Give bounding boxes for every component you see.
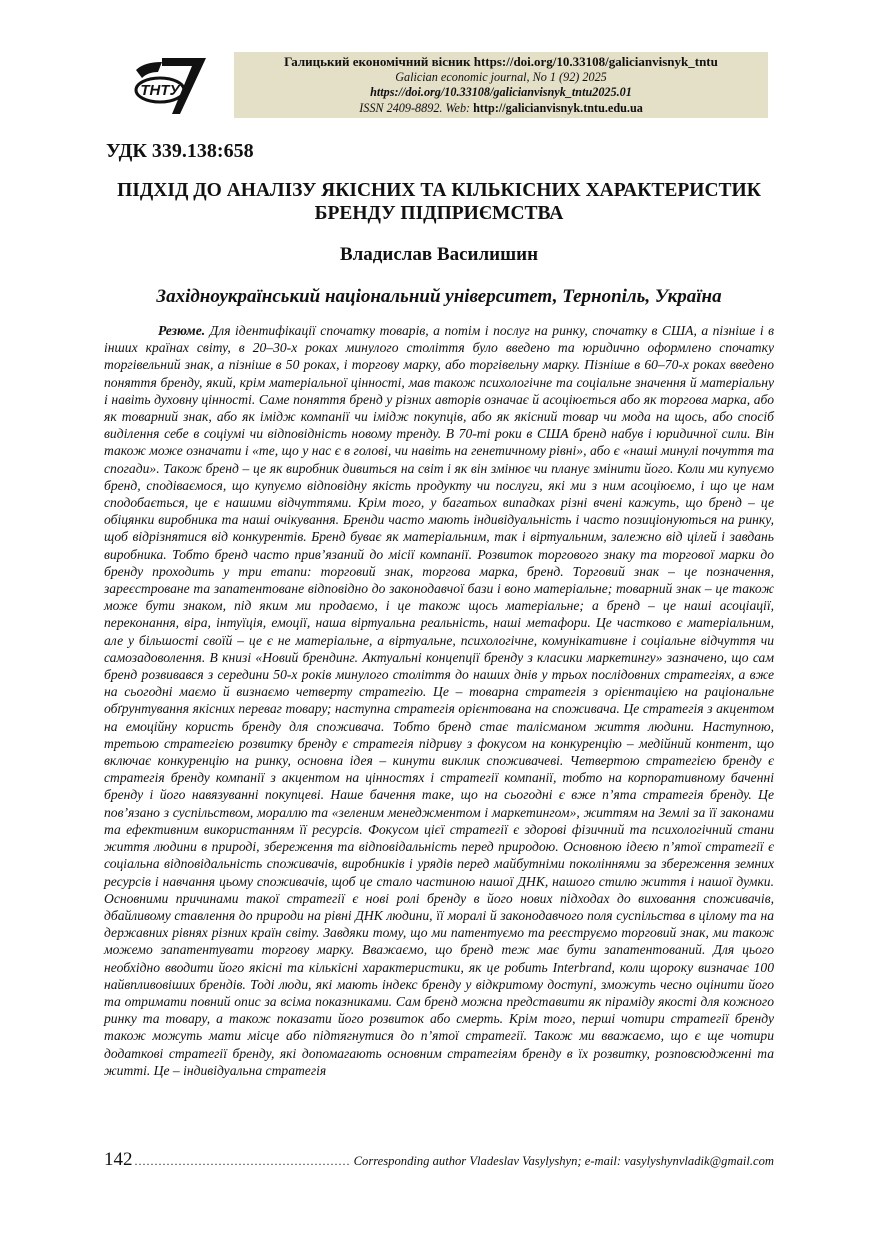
author-affiliation: Західноукраїнський національний університет, Тернопіль, Україна (156, 286, 722, 307)
abstract-text: Для ідентифікації спочатку товарів, а потім і послуг на ринку, спочатку в США, а пізніше і в інших країнах світу, в 20–30-х роках минулого століття було введено та юридично оформлено спочатку торгівельний знак, а пізніше в 50 роках, і торгову марку, або торгівельну марку. Пізніше в 60–70-х роках введено поняття бренду, який, крім матеріальної цінності, мав також психологічне та соціальне значення й матеріальну і навіть духовну цінності. Саме поняття бренд у різних авторів означає й асоціюється або як торгова марка, або як товарний знак, або як імідж компанії чи імідж покупців, або як якісний товар чи мода на щось, або спосіб виділення себе в соціумі чи відповідність новому тренду. В 70-ті роки в США бренд набув і юридичної сили. Він також може означати і «те, що у нас є в голові, чи навіть на генетичному рівні», або є «наші минулі почуття та спогади». Також бренд – це як виробник дивиться на світ і як він змінює чи планує змінити його. Коли ми купуємо бренд, сподіваємося, що купуємо відповідну якість продукту чи послуги, які ми з ним асоціюємо, і що це нам сподобається, це є нашими відчуттями. Крім того, у багатьох випадках різні вчені кажуть, що бренд – це обіцянки виробника та наші очікування. Бренди часто мають індивідуальність і часто позиціонуються на ринку, щоб відрізнятися від конкурентів. Бренд буває як матеріальним, так і віртуальним, залежно від цілей і завдань виробника. Тобто бренд часто прив’язаний до місії компанії. Розвиток торгового знаку та торгової марки до бренду проходить у три етапи: торговий знак, торгова марка, бренд. Торговий знак – це позначення, зареєстроване та запатентоване відповідно до законодавчої бази і воно матеріальне; товарний знак – це також може бути знаком, під яким ми продаємо, і це також щось матеріальне; а бренд – це наші асоціації, переконання, віра, інтуїція, емоції, наша віртуальна реальність, наші метафори. Це частково є матеріальним, але у більшості своїй – це є не матеріальне, а віртуальне, психологічне, комунікативне і соціальне відчуття чи самозадоволення. В книзі «Новий брендинг. Актуальні концепції бренду з класики маркетингу» зазначено, що сам бренд розвивався з середини 50-х років минулого століття до наших днів у трьох послідовних стратегіях, а вже на сьогодні маємо й визнаємо четверту стратегію. Це – товарна стратегія з орієнтацією на раціональне обґрунтування якісних переваг товару; наступна стратегія орієнтована на споживача. Це стратегія з акцентом на емоційну користь бренду для споживача. Тобто бренд стає талісманом життя людини. Наступною, третьою стратегією розвитку бренду є стратегія підриву з фокусом на конкуренцію – медійний контент, що включає конкуренцію на ринку, основна ідея – кинути виклик споживачеві. Четвертою стратегією бренду є стратегія бренду компанії з акцентом на цінностях і стратегії компанії, тобто на корпоративному баченні бренду і його навязуванні покупцеві. Наше бачення таке, що на сьогодні є вже п’ята стратегія бренду. Це пов’язано з суспільством, мораллю та «зеленим менеджментом і маркетингом», життям на Землі за її законами та ефективним використанням її ресурсів. Фокусом цієї стратегії є здорові фізичний та психологічний стани життя людини в природі, збереження та відповідальність перед природою. Основною ідеєю п’ятої стратегії є соціальна відповідальність споживачів, виробників і урядів перед майбутніми поколіннями за збереження земних ресурсів і навчання цьому споживачів, щоб це стало частиною нашої ДНК, нашого стилю життя і нашої думки. Основними причинами такої стратегії є нові ролі бренду в його нових підходах до виховання споживачів, дбайливому ставлення до природи на рівні ДНК людини, її моралі й законодавчого поля суспільства в цілому та на державних рівнях різних країн світу. Завдяки тому, що ми патентуємо та реєструємо торговий знак, ми також можемо запатентувати торгову марку. Вважаємо, що бренд теж має бути запатентований. Для цього необхідно вводити його якісні та кількісні характеристики, як це робить Interbrand, коли щороку визначає 100 найвпливовіших брендів. Тоді люди, які мають індекс бренду у відкритому доступі, зможуть чесно оцінити його та отримати повний опис за всіма показниками. Сам бренд можна представити як піраміду якості для кожного ринку та товару, а також показати його розвиток або смерть. Крім того, перші чотири стратегії бренду також можуть мати місце або підтягнутися до п’ятої стратегії. Також ми вважаємо, що є ще чотири додаткові стратегії бренду, які допомагають основним стратегіям бренду в їх розвитку, розповсюдженні та житті. Це – індивідуальна стратегія (104, 323, 774, 1078)
tntu-logo-icon (132, 52, 210, 118)
corresponding-author: Corresponding author Vladeslav Vasylyshyn; e-mail: vasylyshynvladik@gmail.com (353, 1154, 774, 1168)
page-footer (104, 1149, 774, 1171)
article-title: ПІДХІД ДО АНАЛІЗУ ЯКІСНИХ ТА КІЛЬКІСНИХ ХАРАКТЕРИСТИК БРЕНДУ ПІДПРИЄМСТВА (117, 180, 761, 224)
issn-text: ISSN 2409-8892. Web: (359, 100, 474, 115)
abstract-label: Резюме. (158, 323, 206, 338)
journal-doi-link[interactable]: https://doi.org/10.33108/galicianvisnyk_tntu2025.01 (370, 85, 632, 99)
logo-text: ТНТУ (140, 82, 180, 99)
journal-issn-line (234, 101, 768, 117)
author-name: Владислав Василишин (339, 244, 539, 265)
journal-website-link[interactable]: http://galicianvisnyk.tntu.edu.ua (473, 100, 643, 115)
footer-leader-dots (135, 1154, 351, 1169)
journal-issue-line: Galician economic journal, No 1 (92) 2025 (395, 69, 607, 84)
journal-header (234, 52, 768, 118)
page-number: 142 (104, 1149, 133, 1170)
journal-title-line: Галицький економічний вісник https://doi.org/10.33108/galicianvisnyk_tntu (284, 54, 718, 69)
abstract (104, 322, 774, 1079)
udc-code: УДК 339.138:658 (106, 140, 254, 162)
journal-logo (132, 52, 210, 118)
